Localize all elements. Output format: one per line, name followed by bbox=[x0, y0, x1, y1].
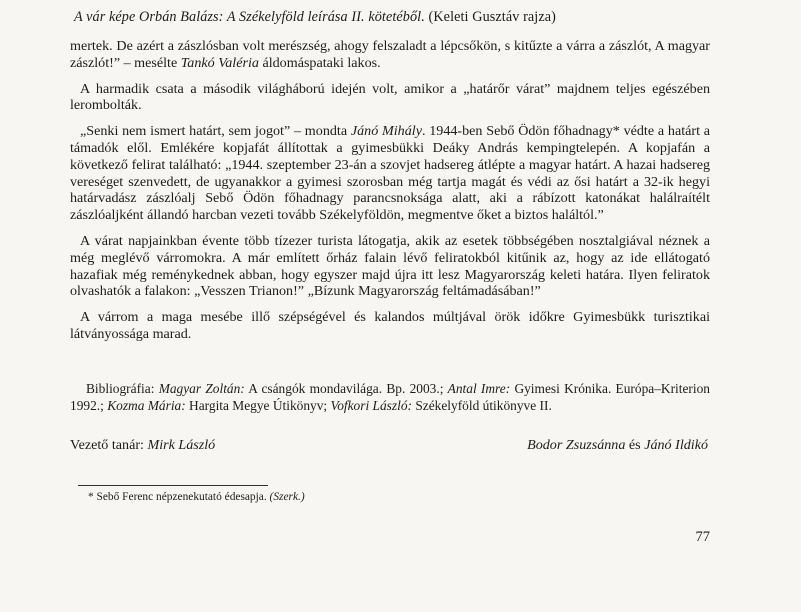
page-number: 77 bbox=[695, 529, 710, 545]
paragraph-1-text-c: áldomáspataki lakos. bbox=[258, 54, 381, 71]
author-1-name: Bodor Zsuzsánna bbox=[527, 437, 626, 453]
bibliography-work-3: Hargita Megye Útikönyv; bbox=[185, 398, 331, 413]
footnote bbox=[88, 490, 305, 505]
paragraph-1 bbox=[70, 38, 710, 72]
authors-conjunction: és bbox=[625, 437, 645, 453]
paragraph-5: A várrom a maga mesébe illő szépségével és kalandos múltjával örök időkre Gyimesbükk turisztikai látványossága marad. bbox=[70, 309, 710, 342]
paragraph-3 bbox=[70, 123, 710, 224]
bibliography-text bbox=[70, 380, 710, 414]
teacher-label: Vezető tanár: bbox=[70, 437, 148, 453]
bibliography-work-2: Gyimesi Krónika. Európa–Kriterion 1992.; bbox=[70, 381, 710, 413]
teacher-credit bbox=[70, 436, 215, 454]
teacher-name: Mirk László bbox=[147, 437, 216, 453]
bibliography-author-1: Magyar Zoltán: bbox=[158, 381, 245, 396]
footnote-editor-note: (Szerk.) bbox=[269, 491, 305, 503]
footnote-divider bbox=[78, 485, 268, 486]
bibliography-work-4: Székelyföld útikönyve II. bbox=[411, 398, 552, 413]
caption-credit: (Keleti Gusztáv rajza) bbox=[424, 9, 556, 25]
paragraph-3-text-c: . 1944-ben Sebő Ödön főhadnagy* védte a határt a támadók elől. Emlékére kopjafát állítottak a gyimesbükki Deáky András kempingtelepén. A kopjafán a következő felirat található: „1944. szeptember 23-án a szovjet hadsereg átlépte a magyar határt. A hazai hadsereg vereséget szenvedett, de ugyanakkor a gyimesi szorosban még tartja magát és védi az ősi határt a 32-ik hegyi határvadász zászlóalj Sebő Ödön főhadnagy parancsnoksága alatt, aki a rábízott katonákat halálraítélt zászlóaljként állandó harcban vezeti tovább Székelyföldön, megmentve őket a biztos haláltól.” bbox=[70, 123, 711, 224]
paragraph-1-text-a: mertek. De azért a zászlósban volt merészség, ahogy felszaladt a lépcsőkön, s kitűzte a várra a zászlót, A magyar zászlót!” – mesélte bbox=[70, 38, 710, 71]
caption-italic: A vár képe Orbán Balázs: A Székelyföld leírása II. kötetéből. bbox=[74, 9, 425, 25]
bibliography-work-1: A csángók mondavilága. Bp. 2003.; bbox=[244, 381, 448, 396]
paragraph-3-text-a: „Senki nem ismert határt, sem jogot” – mondta bbox=[80, 123, 351, 140]
footnote-text: * Sebő Ferenc népzenekutató édesapja. bbox=[88, 491, 270, 503]
author-2-name: Jánó Ildikó bbox=[644, 437, 708, 453]
article-body bbox=[70, 38, 710, 352]
bibliography-author-4: Vofkori László: bbox=[330, 398, 412, 413]
paragraph-3-name: Jánó Mihály bbox=[350, 123, 422, 140]
document-page bbox=[70, 0, 710, 612]
paragraph-4: A várat napjainkban évente több tízezer turista látogatja, akik az esetek többségében nosztalgiával néznek a még meglévő várromokra. A már említett őrház falain lévő feliratokból kitűnik az, hogy az ide ellátogató hazafiak még reménykednek abban, hogy egyszer majd újra itt lesz Magyarország keleti határa. Ilyen feliratok olvashatók a falakon: „Vesszen Trianon!” „Bízunk Magyarország feltámadásában!” bbox=[70, 232, 710, 300]
bibliography bbox=[70, 380, 710, 414]
authors-credit bbox=[527, 436, 708, 454]
paragraph-2: A harmadik csata a második világháború idején volt, amikor a „határőr várat” majdnem teljes egészében lerombolták. bbox=[70, 80, 710, 114]
figure-caption bbox=[74, 8, 714, 26]
paragraph-1-name: Tankó Valéria bbox=[180, 54, 259, 71]
bibliography-author-3: Kozma Mária: bbox=[107, 398, 186, 413]
bibliography-author-2: Antal Imre: bbox=[447, 381, 511, 396]
bibliography-label: Bibliográfia: bbox=[86, 381, 159, 396]
